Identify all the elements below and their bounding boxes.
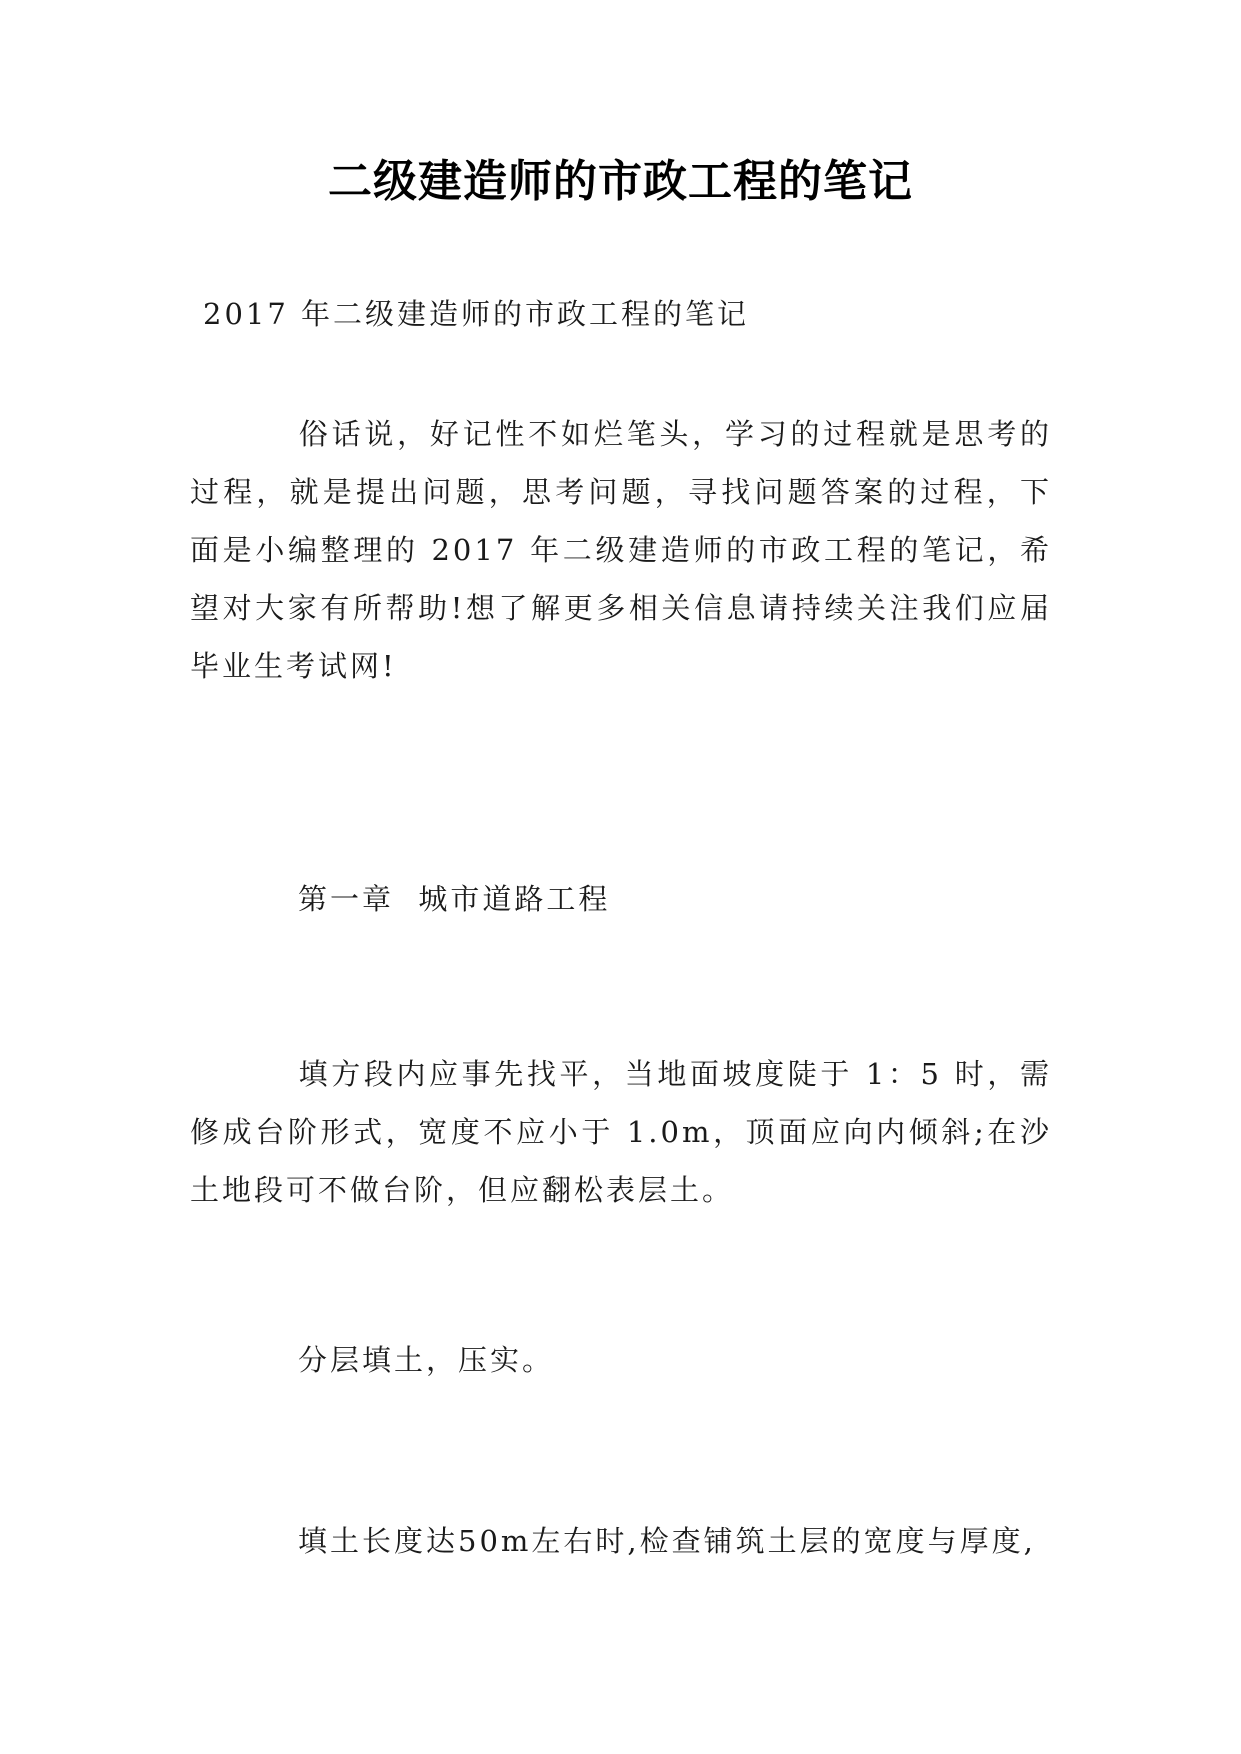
paragraph-layered-fill-text: 分层填土，压实。 xyxy=(298,1343,555,1377)
document-title: 二级建造师的市政工程的笔记 xyxy=(328,156,913,207)
document-subtitle: 2017 年二级建造师的市政工程的笔记 xyxy=(203,297,750,331)
paragraph-fill-length-text: 填土长度达50m左右时,检查铺筑土层的宽度与厚度, xyxy=(298,1524,1036,1558)
paragraph-fill-section-text: 填方段内应事先找平，当地面坡度陡于 1：5 时，需修成台阶形式，宽度不应小于 1.0m，顶面应向内倾斜;在沙土地段可不做台阶，但应翻松表层土。 xyxy=(190,1057,1052,1207)
paragraph-fill-length xyxy=(190,1512,1052,1570)
chapter-heading-text: 第一章 城市道路工程 xyxy=(298,882,611,916)
paragraph-intro xyxy=(190,405,1052,695)
chapter-heading xyxy=(190,870,1052,928)
paragraph-fill-section xyxy=(190,1045,1052,1219)
paragraph-layered-fill xyxy=(190,1331,1052,1389)
paragraph-intro-text: 俗话说，好记性不如烂笔头，学习的过程就是思考的过程，就是提出问题，思考问题，寻找问题答案的过程，下面是小编整理的 2017 年二级建造师的市政工程的笔记，希望对大家有所帮助!想了解更多相关信息请持续关注我们应届毕业生考试网! xyxy=(190,417,1052,683)
